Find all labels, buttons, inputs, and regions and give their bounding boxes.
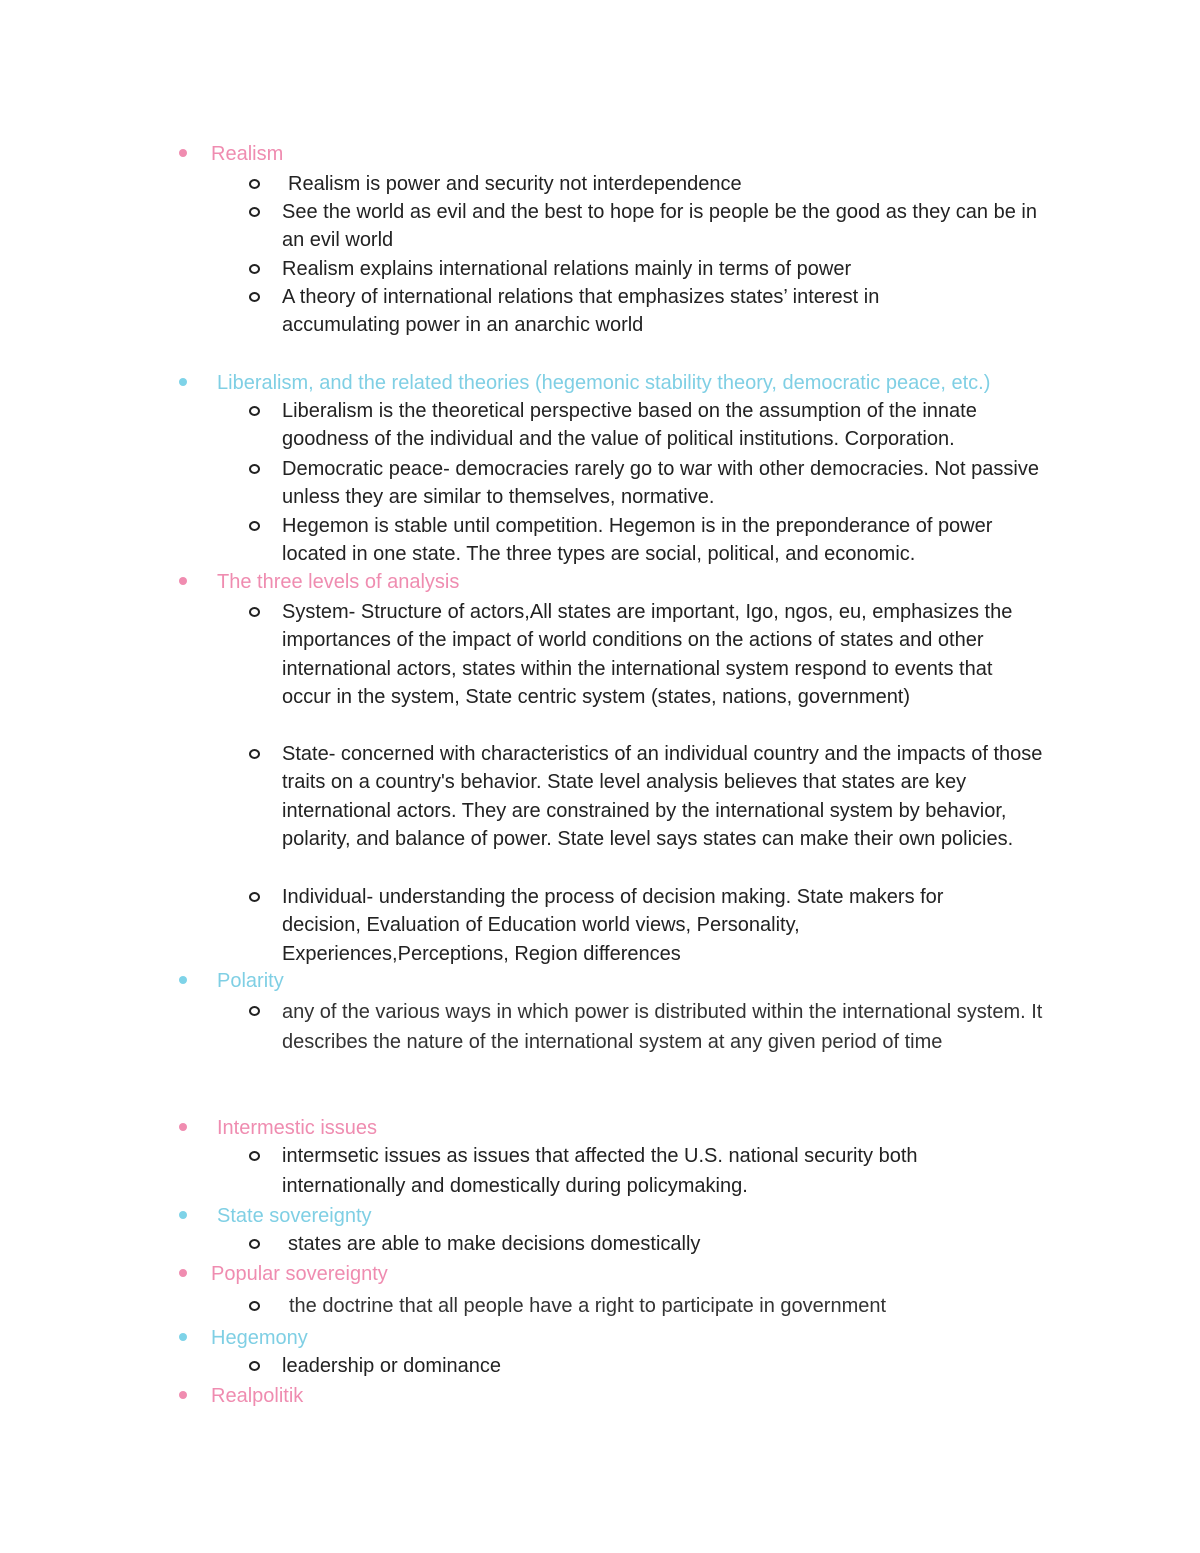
list-item-text: A theory of international relations that emphasizes states’ interest in accumulating power in an anarchic world xyxy=(282,286,880,337)
topic-heading xyxy=(0,369,1200,397)
topic-heading xyxy=(0,1324,1200,1352)
topic-heading xyxy=(0,967,1200,995)
list-item xyxy=(0,170,1200,198)
list-item xyxy=(0,198,1200,255)
hollow-circle-icon xyxy=(249,1239,260,1249)
filled-circle-icon xyxy=(179,1211,187,1219)
list-item xyxy=(0,1352,1200,1380)
topic-title: Liberalism, and the related theories (hegemonic stability theory, democratic peace, etc.) xyxy=(217,372,991,394)
hollow-circle-icon xyxy=(249,892,260,902)
hollow-circle-icon xyxy=(249,1151,260,1161)
topic-title: Hegemony xyxy=(211,1327,308,1349)
filled-circle-icon xyxy=(179,577,187,585)
list-item xyxy=(0,283,1200,340)
list-item xyxy=(0,1292,1200,1320)
topic-liberalism xyxy=(0,369,1200,566)
list-item-text: Liberalism is the theoretical perspective based on the assumption of the innate goodness of the individual and the value of political institutions. Corporation. xyxy=(282,400,977,451)
hollow-circle-icon xyxy=(249,406,260,416)
hollow-circle-icon xyxy=(249,292,260,302)
list-item xyxy=(0,255,1200,283)
list-item-text: states are able to make decisions domestically xyxy=(288,1233,701,1255)
filled-circle-icon xyxy=(179,976,187,984)
list-item xyxy=(0,1142,1200,1202)
topic-title: Polarity xyxy=(217,970,284,992)
topic-heading xyxy=(0,140,1200,168)
hollow-circle-icon xyxy=(249,607,260,617)
hollow-circle-icon xyxy=(249,464,260,474)
hollow-circle-icon xyxy=(249,749,260,759)
list-item xyxy=(0,997,1200,1087)
topic-title: Popular sovereignty xyxy=(211,1263,388,1285)
hollow-circle-icon xyxy=(249,264,260,274)
topic-title: The three levels of analysis xyxy=(217,571,460,593)
filled-circle-icon xyxy=(179,1269,187,1277)
list-item xyxy=(0,1230,1200,1258)
filled-circle-icon xyxy=(179,1391,187,1399)
topic-heading xyxy=(0,1260,1200,1288)
list-item-text: any of the various ways in which power is distributed within the international system. It describes the nature of the international system at any given period of time xyxy=(282,1001,1043,1053)
hollow-circle-icon xyxy=(249,207,260,217)
topic-title: Realpolitik xyxy=(211,1385,304,1407)
list-item-text: System- Structure of actors,All states are important, Igo, ngos, eu, emphasizes the importances of the impact of world conditions on the actions of states and other international actors, states within the international system respond to events that occur in the system, State centric system (states, nations, government) xyxy=(282,601,1013,709)
hollow-circle-icon xyxy=(249,179,260,189)
filled-circle-icon xyxy=(179,1333,187,1341)
list-item-text: Democratic peace- democracies rarely go to war with other democracies. Not passive unless they are similar to themselves, normative. xyxy=(282,458,1039,509)
hollow-circle-icon xyxy=(249,1361,260,1371)
list-item-text: intermsetic issues as issues that affected the U.S. national security both internationally and domestically during policymaking. xyxy=(282,1145,918,1197)
topic-levels-of-analysis xyxy=(0,568,1200,965)
topic-popular-sovereignty xyxy=(0,1260,1200,1317)
topic-title: State sovereignty xyxy=(217,1205,372,1227)
list-item-text: State- concerned with characteristics of an individual country and the impacts of those traits on a country's behavior. State level analysis believes that states are key international actors. They are constrained by the international system by behavior, polarity, and balance of power. State level says states can make their own policies. xyxy=(282,743,1043,851)
topic-heading xyxy=(0,1114,1200,1142)
topic-hegemony xyxy=(0,1324,1200,1377)
topic-intermestic-issues xyxy=(0,1114,1200,1197)
list-item-text: See the world as evil and the best to hope for is people be the good as they can be in an evil world xyxy=(282,201,1037,252)
list-item-text: Hegemon is stable until competition. Hegemon is in the preponderance of power located in one state. The three types are social, political, and economic. xyxy=(282,515,993,566)
list-item-text: Individual- understanding the process of decision making. State makers for decision, Evaluation of Education world views, Personality, Experiences,Perceptions, Region differences xyxy=(282,886,944,965)
topic-realism xyxy=(0,140,1200,337)
topic-heading xyxy=(0,1382,1200,1410)
topic-realpolitik xyxy=(0,1382,1200,1410)
list-item xyxy=(0,883,1200,968)
hollow-circle-icon xyxy=(249,521,260,531)
topic-state-sovereignty xyxy=(0,1202,1200,1255)
topic-heading xyxy=(0,1202,1200,1230)
topic-title: Intermestic issues xyxy=(217,1117,378,1139)
topic-title: Realism xyxy=(211,143,284,165)
list-item-text: Realism explains international relations mainly in terms of power xyxy=(282,258,852,280)
list-item xyxy=(0,512,1200,569)
filled-circle-icon xyxy=(179,149,187,157)
list-item-text: the doctrine that all people have a right to participate in government xyxy=(289,1295,887,1317)
topic-heading xyxy=(0,568,1200,596)
hollow-circle-icon xyxy=(249,1301,260,1311)
hollow-circle-icon xyxy=(249,1006,260,1016)
list-item xyxy=(0,455,1200,512)
topic-polarity xyxy=(0,967,1200,1053)
list-item xyxy=(0,740,1200,882)
list-item xyxy=(0,598,1200,740)
filled-circle-icon xyxy=(179,378,187,386)
list-item-text: Realism is power and security not interdependence xyxy=(288,173,742,195)
list-item xyxy=(0,397,1200,454)
list-item-text: leadership or dominance xyxy=(282,1355,502,1377)
filled-circle-icon xyxy=(179,1123,187,1131)
